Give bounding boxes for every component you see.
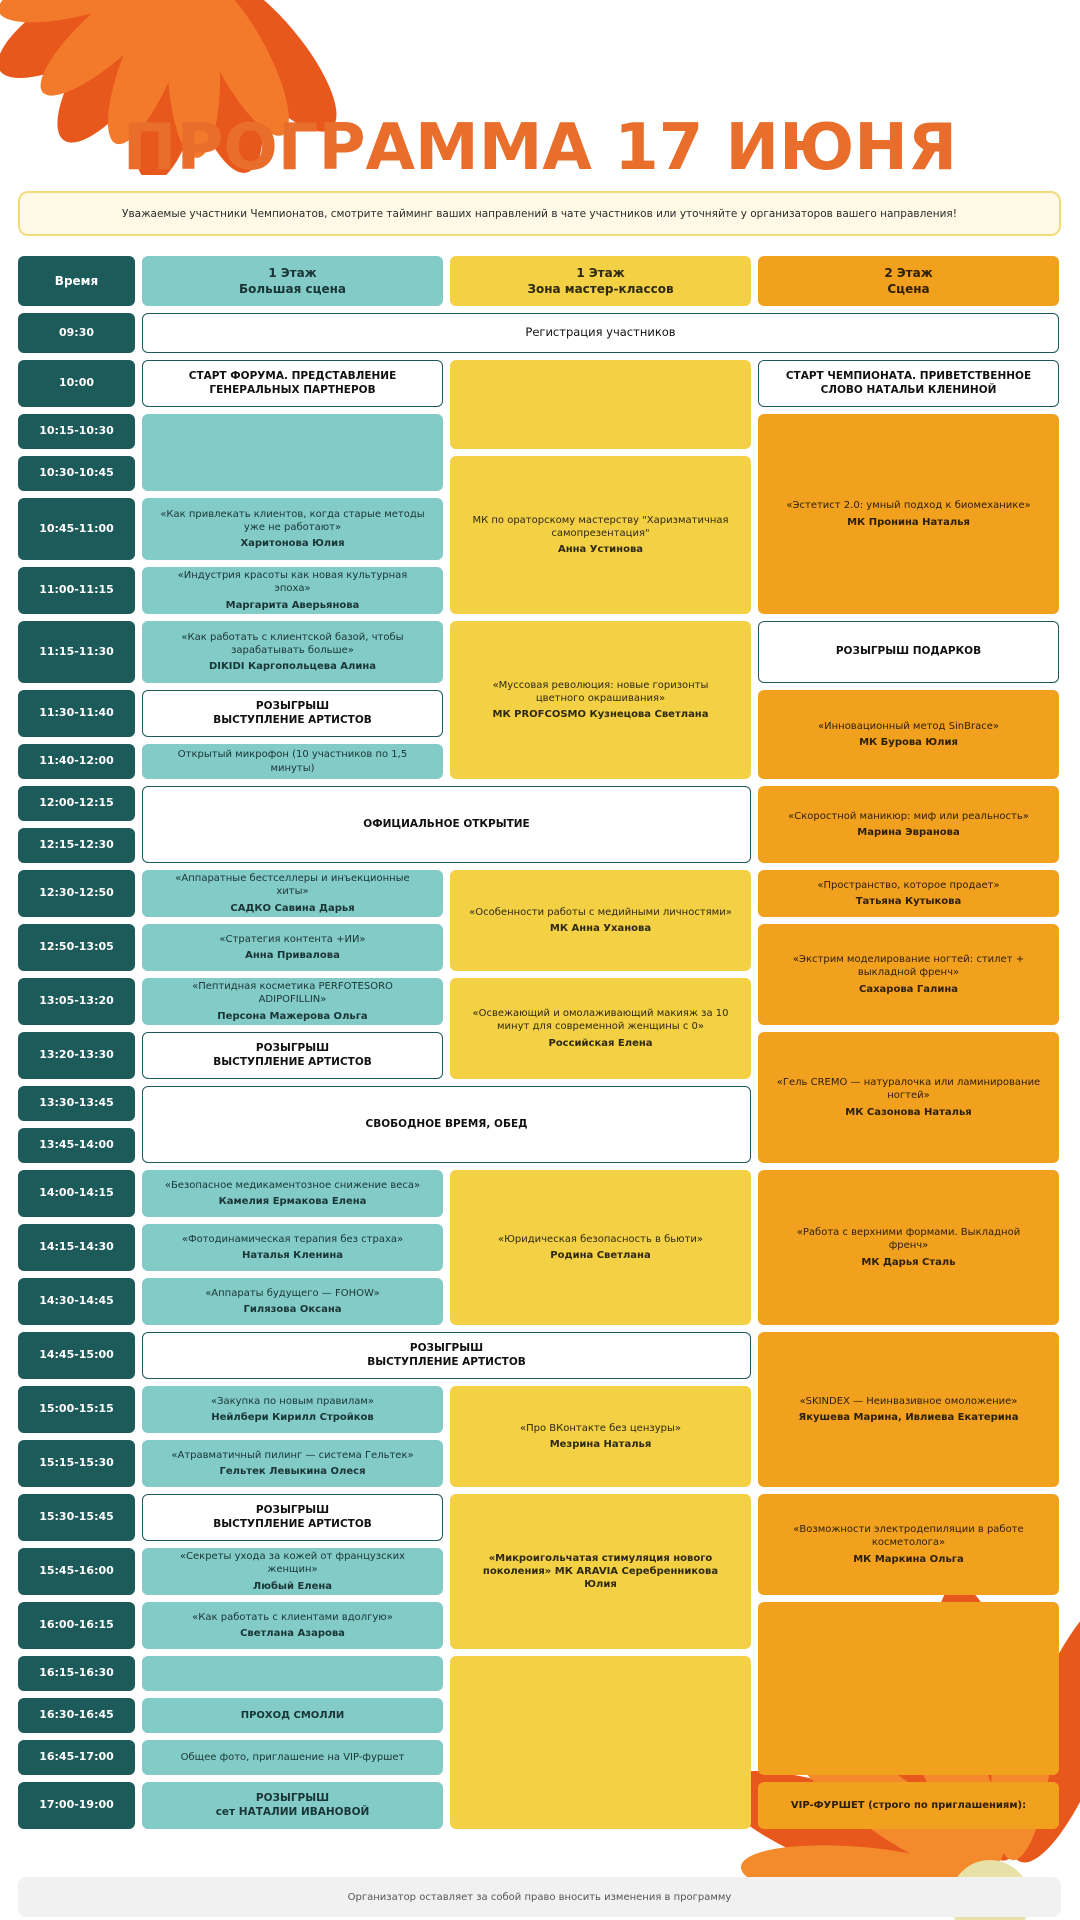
time-slot: 17:00-19:00 [18,1782,135,1829]
big-stage-event: «Как привлекать клиентов, когда старые методы уже не работают» Харитонова Юлия [142,498,443,560]
registration-block: Регистрация участников [142,313,1059,353]
lunch-block: СВОБОДНОЕ ВРЕМЯ, ОБЕД [142,1086,751,1163]
time-slot: 14:30-14:45 [18,1278,135,1325]
big-stage-event: «Пептидная косметика PERFOTESORO ADIPOFILLIN» Персона Мажерова Ольга [142,978,443,1025]
big-stage-event: «Атравматичный пилинг — система Гельтек» Гельтек Левыкина Олеся [142,1440,443,1487]
draw-artists-block: РОЗЫГРЫШ ВЫСТУПЛЕНИЕ АРТИСТОВ [142,690,443,737]
time-slot: 13:45-14:00 [18,1128,135,1163]
masterclass-event: «Муссовая революция: новые горизонты цветного окрашивания» МК PROFCOSMO Кузнецова Светлана [450,621,751,779]
big-stage-event: «Как работать с клиентами вдолгую» Светлана Азарова [142,1602,443,1649]
time-slot: 09:30 [18,313,135,353]
time-slot: 15:45-16:00 [18,1548,135,1595]
stage2-event: «Экстрим моделирование ногтей: стилет + выкладной френч» Сахарова Галина [758,924,1059,1025]
stage2-event: «SKINDEX — Неинвазивное омоложение» Якушева Марина, Ивлиева Екатерина [758,1332,1059,1487]
big-stage-event: «Аппараты будущего — FOHOW» Гилязова Оксана [142,1278,443,1325]
stage2-event: «Эстетист 2.0: умный подход к биомеханике» МК Пронина Наталья [758,414,1059,614]
draw-artists-block: РОЗЫГРЫШ ВЫСТУПЛЕНИЕ АРТИСТОВ [142,1332,751,1379]
gift-draw-block: РОЗЫГРЫШ ПОДАРКОВ [758,621,1059,683]
open-mic-block: Открытый микрофон (10 участников по 1,5 минуты) [142,744,443,779]
time-slot: 13:05-13:20 [18,978,135,1025]
championship-start-block: СТАРТ ЧЕМПИОНАТА. ПРИВЕТСТВЕННОЕ СЛОВО НАТАЛЬИ КЛЕНИНОЙ [758,360,1059,407]
time-slot: 15:15-15:30 [18,1440,135,1487]
time-slot: 10:30-10:45 [18,456,135,491]
time-slot: 12:50-13:05 [18,924,135,971]
forum-start-block: СТАРТ ФОРУМА. ПРЕДСТАВЛЕНИЕ ГЕНЕРАЛЬНЫХ ПАРТНЕРОВ [142,360,443,407]
vip-buffet-block: VIP-ФУРШЕТ (строго по приглашениям): [758,1782,1059,1829]
time-slot: 14:15-14:30 [18,1224,135,1271]
header-masterclass-zone: 1 Этаж Зона мастер-классов [450,256,751,306]
footer-disclaimer [18,1877,1061,1917]
time-slot: 10:15-10:30 [18,414,135,449]
time-slot: 14:45-15:00 [18,1332,135,1379]
header-big-stage: 1 Этаж Большая сцена [142,256,443,306]
masterclass-event: МК по ораторскому мастерству "Харизматичная самопрезентация" Анна Устинова [450,456,751,614]
masterclass-event: «Про ВКонтакте без цензуры» Мезрина Наталья [450,1386,751,1487]
masterclass-event: «Микроигольчатая стимуляция нового поколения» МК ARAVIA Серебренникова Юлия [450,1494,751,1649]
masterclass-event: «Юридическая безопасность в бьюти» Родина Светлана [450,1170,751,1325]
stage2-event: «Возможности электродепиляции в работе косметолога» МК Маркина Ольга [758,1494,1059,1595]
stage2-empty-block [758,1602,1059,1775]
stage2-event: «Работа с верхними формами. Выкладной френч» МК Дарья Сталь [758,1170,1059,1325]
time-slot: 11:00-11:15 [18,567,135,614]
header-stage-2: 2 Этаж Сцена [758,256,1059,306]
draw-artists-block: РОЗЫГРЫШ ВЫСТУПЛЕНИЕ АРТИСТОВ [142,1032,443,1079]
schedule-grid [18,256,1061,1829]
footer-text: Организатор оставляет за собой право вносить изменения в программу [347,1891,732,1903]
big-stage-event: «Индустрия красоты как новая культурная эпоха» Маргарита Аверьянова [142,567,443,614]
big-stage-event: «Аппаратные бестселлеры и инъекционные хиты» САДКО Савина Дарья [142,870,443,917]
time-slot: 14:00-14:15 [18,1170,135,1217]
time-slot: 11:15-11:30 [18,621,135,683]
time-slot: 10:45-11:00 [18,498,135,560]
notice-text: Уважаемые участники Чемпионатов, смотрите тайминг ваших направлений в чате участников или уточняйте у организаторов вашего направления! [122,207,957,220]
time-slot: 16:15-16:30 [18,1656,135,1691]
big-stage-event: «Как работать с клиентской базой, чтобы зарабатывать больше» DIKIDI Каргопольцева Алина [142,621,443,683]
time-slot: 13:30-13:45 [18,1086,135,1121]
stage2-event: «Инновационный метод SinBrace» МК Бурова Юлия [758,690,1059,779]
stage2-event: «Гель CREMO — натуралочка или ламинирование ногтей» МК Сазонова Наталья [758,1032,1059,1163]
big-stage-event: «Стратегия контента +ИИ» Анна Привалова [142,924,443,971]
time-slot: 11:30-11:40 [18,690,135,737]
masterclass-event: «Освежающий и омолаживающий макияж за 10 минут для современной женщины с 0» Российская Елена [450,978,751,1079]
time-slot: 16:00-16:15 [18,1602,135,1649]
masterclass-empty-block [450,1656,751,1829]
big-stage-event: «Фотодинамическая терапия без страха» Наталья Кленина [142,1224,443,1271]
time-slot: 15:00-15:15 [18,1386,135,1433]
time-slot: 15:30-15:45 [18,1494,135,1541]
header-time: Время [18,256,135,306]
big-stage-event: Общее фото, приглашение на VIP-фуршет [142,1740,443,1775]
official-opening-block: ОФИЦИАЛЬНОЕ ОТКРЫТИЕ [142,786,751,863]
masterclass-event: «Особенности работы с медийными личностями» МК Анна Уханова [450,870,751,971]
time-slot: 12:15-12:30 [18,828,135,863]
big-stage-empty-block [142,414,443,491]
stage2-event: «Скоростной маникюр: миф или реальность» Марина Эвранова [758,786,1059,863]
stage2-event: «Пространство, которое продает» Татьяна Кутыкова [758,870,1059,917]
time-slot: 16:30-16:45 [18,1698,135,1733]
time-slot: 13:20-13:30 [18,1032,135,1079]
big-stage-event: «Секреты ухода за кожей от французских женщин» Любый Елена [142,1548,443,1595]
big-stage-event: «Безопасное медикаментозное снижение веса» Камелия Ермакова Елена [142,1170,443,1217]
big-stage-empty-block [142,1656,443,1691]
time-slot: 16:45-17:00 [18,1740,135,1775]
big-stage-event: ПРОХОД СМОЛЛИ [142,1698,443,1733]
big-stage-event: «Закупка по новым правилам» Нейлбери Кирилл Стройков [142,1386,443,1433]
notice-banner [18,191,1061,236]
time-slot: 12:00-12:15 [18,786,135,821]
time-slot: 10:00 [18,360,135,407]
page-title: ПРОГРАММА 17 ИЮНЯ [122,111,958,185]
time-slot: 12:30-12:50 [18,870,135,917]
masterclass-empty-block [450,360,751,449]
draw-set-block: РОЗЫГРЫШ сет НАТАЛИИ ИВАНОВОЙ [142,1782,443,1829]
draw-artists-block: РОЗЫГРЫШ ВЫСТУПЛЕНИЕ АРТИСТОВ [142,1494,443,1541]
time-slot: 11:40-12:00 [18,744,135,779]
